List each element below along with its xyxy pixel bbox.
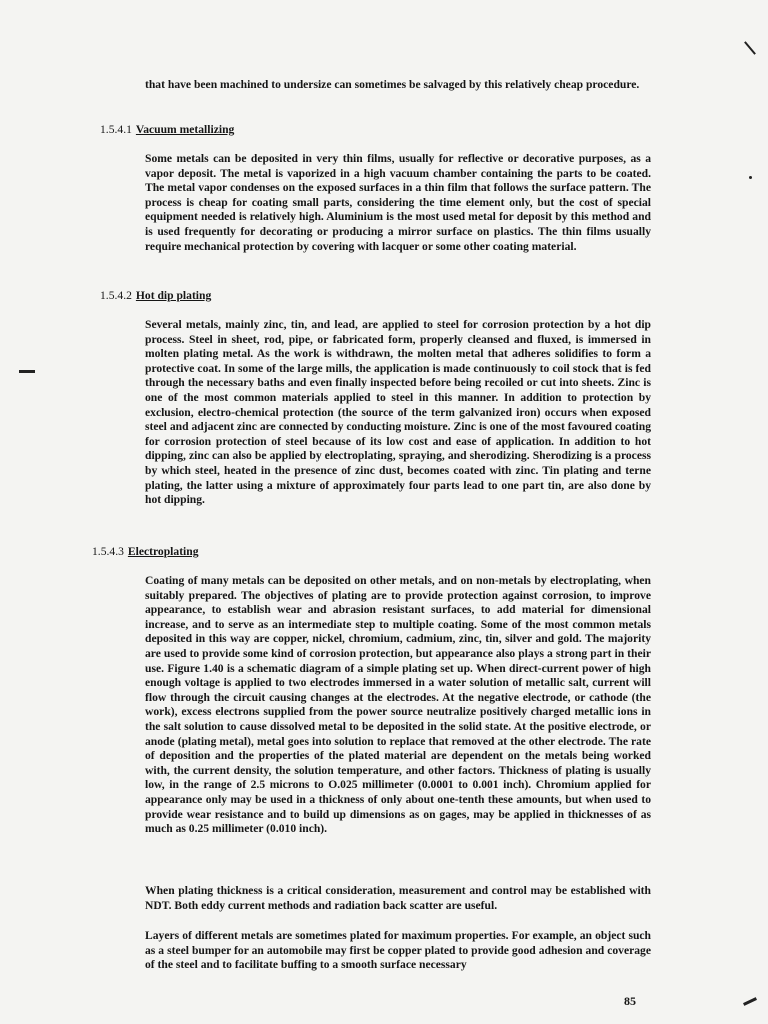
section-paragraph: Coating of many metals can be deposited on other metals, and on non-metals by electroplating, when suitably prepared. The objectives of plating are to provide protection against corrosion, to improve appearance, to establish wear and abrasion resistant surfaces, to add material for dimensional increase, and to serve as an intermediate step to multiple coating. Some of the most common metals deposited in this way are copper, nickel, chromium, cadmium, zinc, tin, silver and gold. The majority are used to provide some kind of corrosion protection, but appearance also plays a strong part in their use. Figure 1.40 is a schematic diagram of a simple plating set up. When direct-current power of high enough voltage is applied to two electrodes immersed in a water solution of metallic salt, current will flow through the circuit causing changes at the electrodes. At the negative electrode, or cathode (the work), excess electrons supplied from the power source neutralize positively charged metallic ions in the salt solution to cause dissolved metal to be deposited in the solid state. At the positive electrode, or anode (plating metal), metal goes into solution to replace that removed at the other electrode. The rate of deposition and the properties of the plated material are dependent on the metals being worked with, the current density, the solution temperature, and other factors. Thickness of plating is usually low, in the range of 2.5 microns to O.025 millimeter (0.0001 to 0.001 inch). Chromium applied for appearance only may be used in a thickness of only about one-tenth these amounts, but when used to provide wear resistance and to build up dimensions as on gages, may be applied in thicknesses of as much as 0.25 millimeter (0.010 inch). [145, 574, 651, 836]
section-number: 1.5.4.2 [100, 289, 132, 302]
scan-mark [749, 176, 752, 179]
section-heading-electroplating [92, 545, 199, 559]
section-title: Vacuum metallizing [135, 123, 235, 136]
section-number: 1.5.4.1 [100, 123, 132, 136]
section-paragraph: Several metals, mainly zinc, tin, and lead, are applied to steel for corrosion protection by a hot dip process. Steel in sheet, rod, pipe, or fabricated form, properly cleansed and fluxed, is immersed in molten plating metal. As the work is withdrawn, the molten metal that adheres solidifies to form a protective coat. In some of the large mills, the application is made continuously to coil stock that is fed through the necessary baths and even finally inspected before being recoiled or cut into sheets. Zinc is one of the most common materials applied to steel in this manner. In addition to protection by exclusion, electro-chemical protection (the source of the term galvanized iron) occurs when exposed steel and adjacent zinc are connected by conducting moisture. Zinc is one of the most favoured coating for corrosion protection of steel because of its low cost and ease of application. In addition to hot dipping, zinc can also be applied by electroplating, spraying, and sherodizing. Sherodizing is a process by which steel, heated in the presence of zinc dust, becomes coated with zinc. Tin plating and terne plating, the latter using a mixture of approximately four parts lead to one part tin, are also done by hot dipping. [145, 318, 651, 507]
scan-mark [743, 997, 757, 1006]
section-heading-hot-dip-plating [100, 289, 211, 303]
section-title: Hot dip plating [135, 289, 212, 302]
section-paragraph: Some metals can be deposited in very thin films, usually for reflective or decorative purposes, as a vapor deposit. The metal is vaporized in a high vacuum chamber containing the parts to be coated. The metal vapor condenses on the exposed surfaces in a thin film that follows the surface pattern. The process is cheap for coating small parts, considering the time element only, but the cost of special equipment needed is relatively high. Aluminium is the most used metal for deposit by this method and is used frequently for decorating or producing a mirror surface on plastics. The thin films usually require mechanical protection by covering with lacquer or some other coating material. [145, 152, 651, 253]
scan-mark [19, 370, 35, 373]
page-number: 85 [624, 994, 636, 1008]
scan-mark [744, 41, 756, 55]
section-paragraph: When plating thickness is a critical consideration, measurement and control may be established with NDT. Both eddy current methods and radiation back scatter are useful. [145, 884, 651, 912]
section-number: 1.5.4.3 [92, 545, 124, 558]
section-title: Electroplating [127, 545, 199, 558]
section-heading-vacuum-metallizing [100, 123, 234, 137]
section-paragraph: Layers of different metals are sometimes plated for maximum properties. For example, an object such as a steel bumper for an automobile may first be copper plated to provide good adhesion and coverage of the steel and to facilitate buffing to a smooth surface necessary [145, 929, 651, 972]
intro-paragraph: that have been machined to undersize can sometimes be salvaged by this relatively cheap procedure. [145, 78, 640, 91]
